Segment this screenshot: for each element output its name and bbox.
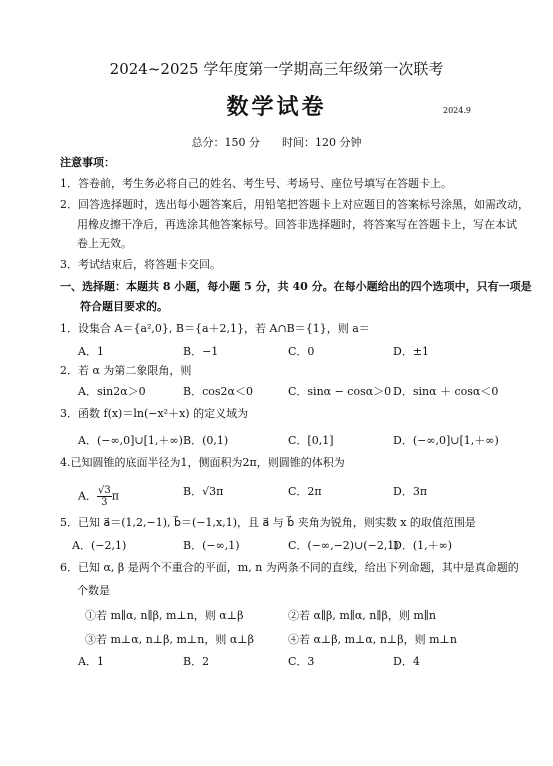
question-4-stem: 4.已知圆锥的底面半径为1，侧面积为2π，则圆锥的体积为 (60, 456, 345, 469)
question-4-option-b[interactable]: B．√3π (183, 485, 224, 498)
notice-item-2: 2．回答选择题时，选出每小题答案后，用铅笔把答题卡上对应题目的答案标号涂黑，如需改动， (60, 198, 529, 211)
question-1-option-d[interactable]: D．±1 (393, 345, 430, 358)
question-6-option-c[interactable]: C．3 (288, 655, 315, 668)
notice-item-2-cont1: 用橡皮擦干净后，再选涂其他答案标号。回答非选择题时，将答案写在答题卡上，写在本试 (77, 218, 517, 231)
question-5-option-c[interactable]: C．(−∞,−2)∪(−2,1) (288, 539, 399, 552)
question-3-option-c[interactable]: C．[0,1] (288, 434, 334, 447)
notice-item-3: 3．考试结束后，将答题卡交回。 (60, 258, 221, 271)
question-1-stem: 1．设集合 A＝{a²,0}, B＝{a＋2,1}，若 A∩B＝{1}，则 a＝ (60, 322, 370, 335)
question-5-stem: 5．已知 a⃗＝(1,2,−1), b⃗＝(−1,x,1)，且 a⃗ 与 b⃗ 夹角为锐角，则实数 x 的取值范围是 (60, 516, 476, 529)
question-1-option-a[interactable]: A．1 (78, 345, 104, 358)
proposition-1: ①若 m∥α, n∥β, m⊥n，则 α⊥β (85, 609, 244, 622)
proposition-3: ③若 m⊥α, n⊥β, m⊥n，则 α⊥β (85, 633, 254, 646)
question-6-option-a[interactable]: A．1 (78, 655, 104, 668)
question-4-option-a-fraction (97, 485, 112, 508)
proposition-2: ②若 α∥β, m∥α, n∥β，则 m∥n (288, 609, 436, 622)
question-2-option-b[interactable]: B．cos2α＜0 (183, 385, 253, 398)
exam-date: 2024.9 (443, 106, 471, 115)
question-5-option-d[interactable]: D．(1,＋∞) (393, 539, 453, 552)
question-2-stem: 2．若 α 为第二象限角，则 (60, 364, 192, 377)
question-5-option-a[interactable]: A．(−2,1) (72, 539, 127, 552)
question-4-option-a-label: A． (78, 489, 97, 503)
question-4-option-a-pi: π (111, 489, 119, 503)
question-6-stem: 6．已知 α, β 是两个不重合的平面，m, n 为两条不同的直线，给出下列命题，其中是真命题的 (60, 561, 519, 574)
question-2-option-c[interactable]: C．sinα − cosα＞0 (288, 385, 392, 398)
question-6-stem-cont: 个数是 (77, 584, 110, 597)
question-4-option-c[interactable]: C．2π (288, 485, 322, 498)
question-2-option-d[interactable]: D．sinα ＋ cosα＜0 (393, 385, 499, 398)
fraction-numerator: √3 (97, 485, 111, 496)
proposition-4: ④若 α⊥β, m⊥α, n⊥β，则 m⊥n (288, 633, 457, 646)
question-3-stem: 3．函数 f(x)＝ln(−x²＋x) 的定义域为 (60, 407, 249, 420)
question-6-option-b[interactable]: B．2 (183, 655, 210, 668)
question-4-option-a[interactable] (78, 485, 119, 508)
question-3-option-b[interactable]: B．(0,1) (183, 434, 229, 447)
question-1-option-b[interactable]: B．−1 (183, 345, 219, 358)
exam-meta: 总分：150 分 时间：120 分钟 (191, 136, 362, 149)
question-3-option-d[interactable]: D．(−∞,0]∪[1,＋∞) (393, 434, 499, 447)
subject-title: 数学试卷 (226, 94, 327, 120)
fraction-denominator: 3 (101, 497, 108, 508)
section-heading-line1: 一、选择题：本题共 8 小题，每小题 5 分，共 40 分。在每小题给出的四个选项中，只有一项是 (60, 280, 532, 293)
notice-heading: 注意事项： (60, 156, 115, 169)
exam-title: 2024~2025 学年度第一学期高三年级第一次联考 (109, 60, 444, 78)
notice-item-1: 1．答卷前，考生务必将自己的姓名、考生号、考场号、座位号填写在答题卡上。 (60, 177, 452, 190)
notice-item-2-cont2: 卷上无效。 (77, 237, 132, 250)
question-1-option-c[interactable]: C．0 (288, 345, 315, 358)
question-4-options (0, 477, 553, 517)
question-4-option-d[interactable]: D．3π (393, 485, 428, 498)
question-5-option-b[interactable]: B．(−∞,1) (183, 539, 240, 552)
section-heading-line2: 符合题目要求的。 (80, 300, 168, 313)
question-6-option-d[interactable]: D．4 (393, 655, 420, 668)
question-3-option-a[interactable]: A．(−∞,0]∪[1,＋∞) (78, 434, 183, 447)
question-2-option-a[interactable]: A．sin2α＞0 (78, 385, 146, 398)
